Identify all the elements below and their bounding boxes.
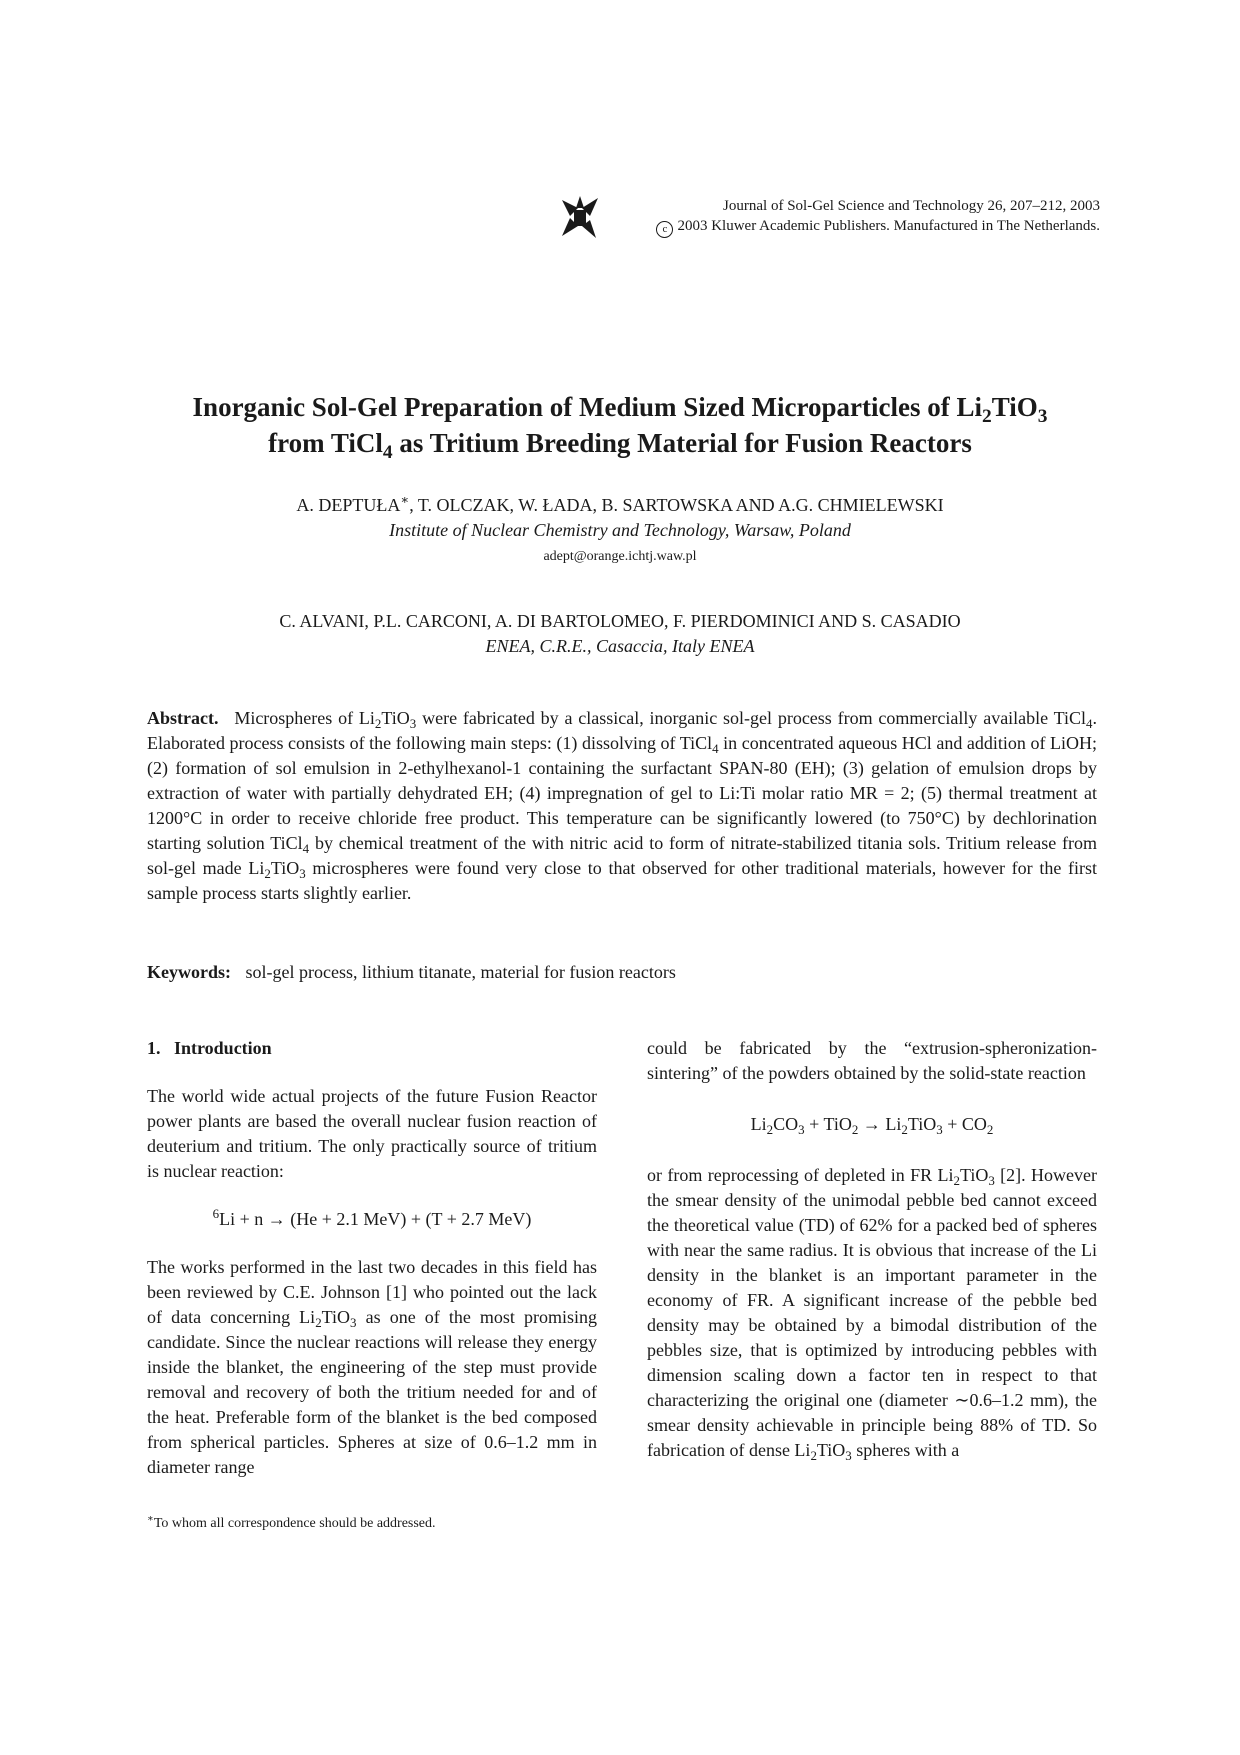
- paragraph-text: [2]. However the smear density of the unimodal pebble bed cannot exceed the theoretical value (TD) of 62% for a packed bed of spheres with near the same radius. It is obvious that increase of the Li density in the blanket is an important parameter in the economy of FR. A significant increase of the pebble bed density may be obtained by a bimodal distribution of the pebbles size, that is optimized by introducing pebbles with dimension scaling down a factor ten in respect to that characterizing the original one (diameter ∼0.6–1.2 mm), the smear density achievable in principle being 88% of TD. So fabrication of dense Li: [647, 1165, 1097, 1460]
- paragraph-sub: 2: [810, 1447, 817, 1463]
- author-email[interactable]: adept@orange.ichtj.waw.pl: [543, 549, 697, 564]
- right-paragraph-2: [647, 1163, 1097, 1463]
- equation-sub: 3: [936, 1121, 943, 1137]
- equation-text: Li + n → (He + 2.1 MeV) + (T + 2.7 MeV): [219, 1209, 532, 1229]
- title-line-2: [120, 425, 1120, 461]
- abstract-text: TiO: [381, 708, 410, 728]
- equation-sub: 2: [901, 1121, 908, 1137]
- right-paragraph-1: could be fabricated by the “extrusion-spheronization-sintering” of the powders obtained by the solid-state reaction: [647, 1038, 1097, 1083]
- intro-paragraph-2: [147, 1255, 597, 1480]
- paragraph-text: as one of the most promising candidate. Since the nuclear reactions will release they energy inside the blanket, the engineering of the step must provide removal and recovery of both the tritium needed for and of the heat. Preferable form of the blanket is the bed composed from spherical particles. Spheres at size of 0.6–1.2 mm in diameter range: [147, 1307, 597, 1477]
- paragraph-sub: 3: [350, 1314, 357, 1330]
- keywords: [147, 960, 1097, 985]
- abstract-sub: 4: [302, 840, 310, 856]
- section-heading-introduction: 1. Introduction: [147, 1038, 272, 1058]
- author-text: , T. OLCZAK, W. ŁADA, B. SARTOWSKA AND A.G. CHMIELEWSKI: [409, 495, 944, 515]
- title-text-b: TiO: [991, 392, 1038, 422]
- corresponding-mark: ∗: [400, 491, 410, 507]
- footnote: [147, 1514, 597, 1534]
- footnote-mark: ∗: [147, 1513, 154, 1525]
- paragraph-sub: 3: [845, 1447, 852, 1463]
- abstract-text: were fabricated by a classical, inorganic sol-gel process from commercially available TiCl: [416, 708, 1087, 728]
- equation-text: → Li: [858, 1114, 902, 1134]
- paragraph-text: or from reprocessing of depleted in FR Li: [647, 1165, 954, 1185]
- equation-sub: 3: [798, 1121, 805, 1137]
- equation-sub: 2: [986, 1121, 994, 1137]
- equation-sub: 2: [851, 1121, 859, 1137]
- publisher-logo-icon: [560, 196, 600, 240]
- abstract: [147, 706, 1097, 906]
- abstract-text: microspheres were found very close to that observed for other traditional materials, however for the first sample process starts slightly earlier.: [147, 858, 1097, 903]
- paragraph-text: spheres with a: [851, 1440, 960, 1460]
- title-sub: 4: [382, 441, 393, 463]
- author-text: A. DEPTUŁA: [296, 495, 401, 515]
- title-sub: 3: [1037, 405, 1048, 427]
- abstract-sub: 3: [409, 715, 417, 731]
- abstract-sub: 2: [264, 865, 271, 881]
- paragraph-text: The works performed in the last two decades in this field has been reviewed by C.E. Johnson [1] who pointed out the lack of data concerning Li: [147, 1257, 597, 1327]
- affiliation-1: Institute of Nuclear Chemistry and Technology, Warsaw, Poland: [389, 520, 851, 540]
- equation-text: + CO: [942, 1114, 987, 1134]
- title-text-d: as Tritium Breeding Material for Fusion Reactors: [392, 428, 972, 458]
- equation-text: CO: [773, 1114, 799, 1134]
- paragraph-sub: 2: [315, 1314, 322, 1330]
- equation-solid-state: [647, 1112, 1097, 1137]
- abstract-text: TiO: [270, 858, 300, 878]
- copyright-line: [656, 216, 1100, 238]
- paragraph-sub: 3: [988, 1172, 995, 1188]
- abstract-sub: 2: [374, 715, 382, 731]
- intro-paragraph-1: The world wide actual projects of the future Fusion Reactor power plants are based the overall nuclear fusion reaction of deuterium and tritium. The only practically source of tritium is nuclear reaction:: [147, 1086, 597, 1181]
- journal-citation: Journal of Sol-Gel Science and Technology 26, 207–212, 2003: [723, 198, 1100, 214]
- equation-text: TiO: [907, 1114, 937, 1134]
- right-column: [647, 1036, 1097, 1463]
- abstract-label: Abstract.: [147, 708, 219, 728]
- abstract-text: . Elaborated process consists of the following main steps: (1) dissolving of TiCl: [147, 708, 1098, 753]
- authors-group-1: [120, 493, 1120, 517]
- keywords-text: sol-gel process, lithium titanate, material for fusion reactors: [245, 962, 676, 982]
- paragraph-text: TiO: [816, 1440, 846, 1460]
- keywords-label: Keywords:: [147, 962, 231, 982]
- paragraph-text: TiO: [321, 1307, 351, 1327]
- equation-text: + TiO: [804, 1114, 852, 1134]
- paragraph-sub: 2: [953, 1172, 960, 1188]
- copyright-text: 2003 Kluwer Academic Publishers. Manufactured in The Netherlands.: [677, 218, 1100, 234]
- abstract-text: Microspheres of Li: [234, 708, 375, 728]
- abstract-sub: 3: [299, 865, 306, 881]
- footnote-text: To whom all correspondence should be addressed.: [153, 1516, 436, 1531]
- title-line-1: [120, 389, 1120, 425]
- abstract-sub: 4: [712, 740, 719, 756]
- abstract-sub: 4: [1086, 715, 1093, 731]
- equation-text: Li: [750, 1114, 767, 1134]
- affiliation-2: ENEA, C.R.E., Casaccia, Italy ENEA: [485, 636, 755, 656]
- abstract-text: by chemical treatment of the with nitric acid to form of nitrate-stabilized titania sols. Tritium release from sol-gel made Li: [147, 833, 1097, 878]
- journal-header: [560, 196, 1100, 240]
- copyright-symbol: c: [656, 221, 673, 238]
- left-column: [147, 1036, 597, 1480]
- paragraph-text: TiO: [959, 1165, 989, 1185]
- title-text-c: from TiCl: [268, 428, 383, 458]
- authors-group-2: C. ALVANI, P.L. CARCONI, A. DI BARTOLOMEO, F. PIERDOMINICI AND S. CASADIO: [279, 611, 961, 631]
- paper-title: [120, 389, 1120, 461]
- equation-sup: 6: [212, 1205, 220, 1221]
- title-text-a: Inorganic Sol-Gel Preparation of Medium Sized Microparticles of Li: [192, 392, 982, 422]
- equation-lithium-reaction: [147, 1207, 597, 1232]
- title-sub: 2: [981, 405, 992, 427]
- abstract-text: in concentrated aqueous HCl and addition of LiOH; (2) formation of sol emulsion in 2-ethylhexanol-1 containing the surfactant SPAN-80 (EH); (3) gelation of emulsion drops by extraction of water with partially dehydrated EH; (4) impregnation of gel to Li:Ti molar ratio MR = 2; (5) thermal treatment at 1200°C in order to receive chloride free product. This temperature can be significantly lowered (to 750°C) by dechlorination starting solution TiCl: [147, 733, 1097, 853]
- equation-sub: 2: [766, 1121, 774, 1137]
